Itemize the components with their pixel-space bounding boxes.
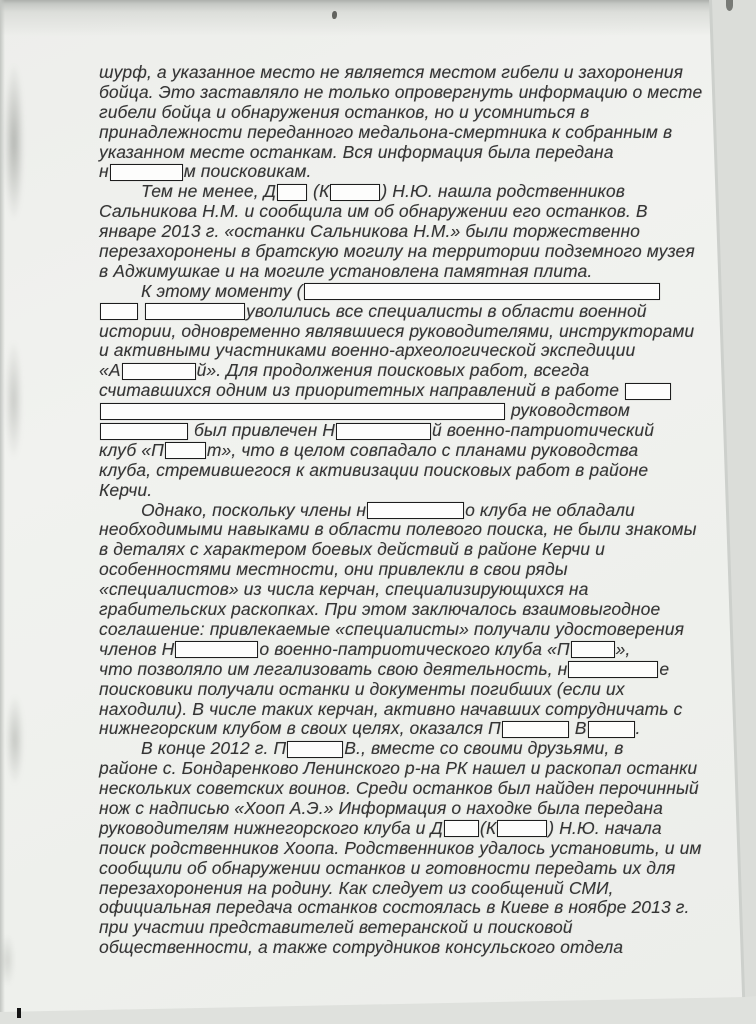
text-run: В., вместе со своими друзьями, в — [344, 738, 624, 759]
text-run: в деталях с характером боевых действий в районе Керчи и — [99, 539, 605, 560]
text-line — [99, 262, 702, 282]
text-run: грабительских раскопках. При этом заключалось взаимовыгодное — [99, 599, 661, 620]
scan-smudge — [2, 320, 28, 480]
text-run: клуба, стремившегося к активизации поисковых работ в районе — [99, 459, 649, 480]
redaction-box — [588, 721, 635, 738]
redaction-box — [175, 641, 258, 658]
text-run: (К — [308, 181, 330, 202]
text-run: й». Для продолжения поисковых работ, всегда — [196, 360, 590, 381]
text-run: руководителям нижнегорского клуба и Д — [99, 817, 443, 838]
text-run: членов Н — [99, 638, 175, 659]
text-run: о военно-патриотического клуба «П — [259, 638, 570, 659]
text-run: районе с. Бондаренково Ленинского р-на РК нашел и раскопал останки — [99, 758, 698, 779]
text-line — [99, 620, 702, 640]
text-line — [99, 103, 702, 123]
scan-smudge — [4, 680, 28, 800]
text-run: поиск родственников Хоопа. Родственников удалось установить, и им — [99, 837, 702, 858]
redaction-box — [367, 502, 464, 519]
text-run: соглашение: привлекаемые «специалисты» получали удостоверения — [99, 618, 685, 639]
redaction-box — [287, 741, 343, 758]
text-run: о клуба не обладали — [465, 499, 635, 520]
text-run: принадлежности переданного медальона-смертника к собранным в — [99, 121, 673, 142]
text-run: Керчи. — [99, 479, 153, 500]
text-run: ) Н.Ю. нашла родственников — [381, 181, 625, 202]
text-block — [99, 63, 702, 958]
text-line — [99, 759, 702, 779]
redaction-box — [277, 184, 307, 201]
text-run: нижнегорским клубом в своих целях, оказался П — [99, 718, 501, 739]
scan-speck — [332, 11, 337, 19]
text-run: т», что в целом совпадало с планами руководства — [206, 439, 639, 460]
page-left-edge — [0, 0, 5, 1024]
text-line — [99, 819, 702, 839]
text-line — [99, 341, 702, 361]
text-line — [99, 839, 702, 859]
text-line — [99, 540, 702, 560]
text-line — [99, 441, 702, 461]
scan-smudge — [2, 58, 32, 268]
text-line — [99, 222, 702, 242]
text-run: нож с надписью «Хооп А.Э.» Информация о находке была передана — [99, 797, 663, 818]
redaction-box — [502, 721, 569, 738]
text-run: Однако, поскольку члены н — [141, 499, 367, 520]
text-run: е — [659, 658, 670, 679]
redaction-box — [444, 820, 479, 837]
redaction-box — [100, 303, 138, 320]
text-line — [99, 501, 702, 521]
text-line — [99, 242, 702, 262]
redaction-box — [336, 423, 431, 440]
text-run: ) Н.Ю. начала — [548, 817, 662, 838]
text-line — [99, 421, 702, 441]
text-run: . — [635, 718, 641, 739]
text-run: В конце 2012 г. П — [141, 738, 287, 759]
text-run: что позволяло им легализовать свою деятельность, н — [99, 658, 568, 679]
text-line — [99, 600, 702, 620]
text-run: поисковики получали останки и документы погибших (если их — [99, 678, 625, 699]
text-run: январе 2013 г. «останки Сальникова Н.М.» были торжественно — [99, 221, 640, 242]
text-run: считавшихся одним из приоритетных направлений в работе — [99, 380, 625, 401]
text-line — [99, 401, 702, 421]
text-run: м поисковикам. — [183, 161, 312, 182]
redaction-box — [145, 303, 245, 320]
text-run: перезахоронены в братскую могилу на территории подземного музея — [99, 241, 695, 262]
text-line — [99, 898, 702, 918]
redaction-box — [122, 363, 196, 380]
text-run: руководством — [506, 400, 630, 421]
text-run: особенностями местности, они привлекли в свои ряды — [99, 559, 568, 580]
text-line — [99, 381, 702, 401]
text-run: й военно-патриотический — [432, 420, 655, 441]
text-run: «специалистов» из числа керчан, специализирующихся на — [99, 579, 589, 600]
text-line — [99, 719, 702, 739]
text-line — [99, 580, 702, 600]
text-line — [99, 361, 702, 381]
text-line — [99, 83, 702, 103]
text-line — [99, 202, 702, 222]
text-line — [99, 143, 702, 163]
text-line — [99, 461, 702, 481]
redaction-box — [571, 641, 615, 658]
text-run: клуб «П — [99, 439, 164, 460]
redaction-box — [165, 442, 206, 459]
text-run: н — [99, 161, 109, 182]
redaction-box — [330, 184, 380, 201]
text-run: бойца. Это заставляло не только опровергнуть информацию о месте — [99, 81, 703, 102]
text-run: и активными участниками военно-археологической экспедиции — [99, 340, 636, 361]
text-line — [99, 123, 702, 143]
text-run: сообщили об обнаружении останков и готовности передать их для — [99, 857, 676, 878]
text-line — [99, 779, 702, 799]
text-line — [99, 162, 702, 182]
text-line — [99, 938, 702, 958]
text-line — [99, 859, 702, 879]
text-line — [99, 302, 702, 322]
text-run: нескольких советских воинов. Среди останков был найден перочинный — [99, 778, 699, 799]
redaction-box — [568, 661, 658, 678]
text-run: в Аджимушкае и на могиле установлена памятная плита. — [99, 260, 593, 281]
text-run — [139, 301, 144, 321]
text-run: необходимыми навыками в области полевого поиска, не были знакомы — [99, 519, 697, 540]
text-run: истории, одновременно являвшиеся руководителями, инструкторами — [99, 320, 695, 341]
redaction-box — [625, 383, 671, 400]
text-line — [99, 739, 702, 759]
text-run: указанном месте останкам. Вся информация была передана — [99, 141, 614, 162]
text-line — [99, 182, 702, 202]
text-line — [99, 918, 702, 938]
scan-top-band — [0, 0, 756, 36]
text-run: К этому моменту ( — [141, 280, 303, 301]
text-run: «А — [99, 360, 121, 381]
text-run: В — [569, 718, 587, 739]
text-run: перезахоронения на родину. Как следует из сообщений СМИ, — [99, 877, 614, 898]
redaction-box — [110, 164, 183, 181]
text-run: официальная передача останков состоялась в Киеве в ноябре 2013 г. — [99, 897, 690, 918]
text-run: Тем не менее, Д — [141, 181, 277, 202]
text-line — [99, 700, 702, 720]
redaction-box — [497, 820, 547, 837]
text-run: », — [615, 638, 631, 659]
text-line — [99, 799, 702, 819]
text-line — [99, 640, 702, 660]
text-run: при участии представителей ветеранской и поисковой — [99, 917, 573, 938]
text-run: шурф, а указанное место не является местом гибели и захоронения — [99, 62, 684, 82]
text-line — [99, 560, 702, 580]
text-run: находили). В числе таких керчан, активно начавших сотрудничать с — [99, 698, 683, 719]
text-line — [99, 879, 702, 899]
redaction-box — [100, 403, 505, 420]
text-run: уволились все специалисты в области военной — [245, 300, 647, 321]
text-line — [99, 520, 702, 540]
text-line — [99, 481, 702, 501]
text-line — [99, 322, 702, 342]
text-line — [99, 680, 702, 700]
text-run: гибели бойца и обнаружения останков, но и усомниться в — [99, 101, 590, 122]
text-run: Сальникова Н.М. и сообщила им об обнаружении его останков. В — [99, 201, 648, 222]
text-line — [99, 63, 702, 83]
redaction-box — [304, 283, 660, 300]
text-line — [99, 282, 702, 302]
text-run: (К — [479, 817, 497, 838]
text-run: был привлечен Н — [189, 420, 335, 441]
text-line — [99, 660, 702, 680]
redaction-box — [100, 423, 188, 440]
text-run: общественности, а также сотрудников консульского отдела — [99, 937, 624, 958]
